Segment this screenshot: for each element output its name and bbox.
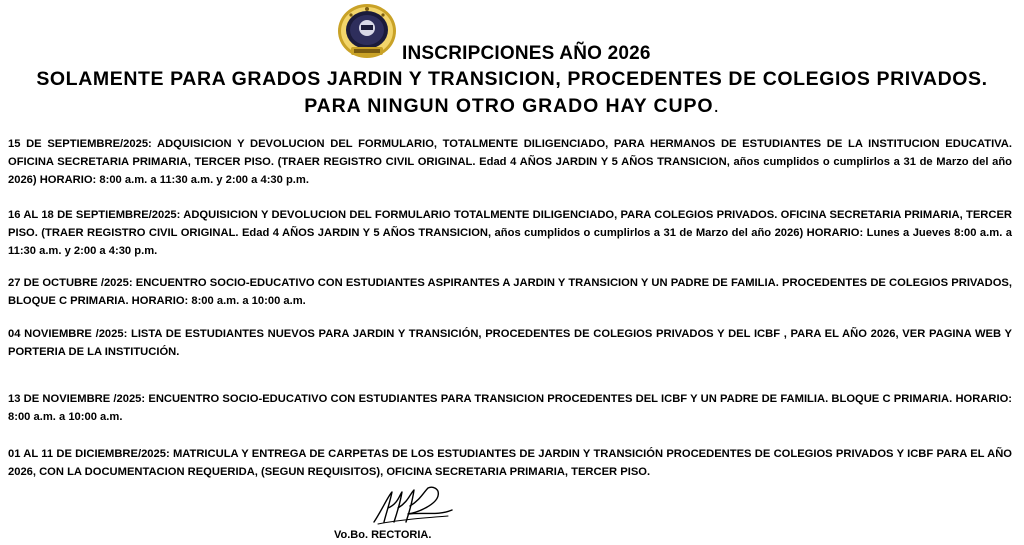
- schedule-item: 16 AL 18 DE SEPTIEMBRE/2025: ADQUISICION Y DEVOLUCION DEL FORMULARIO TOTALMENTE DILIGENCIADO, PARA COLEGIOS PRIVADOS. OFICINA SECRETARIA PRIMARIA, TERCER PISO. (TRAER REGISTRO CIVIL ORIGINAL. Edad 4 AÑOS JARDIN Y 5 AÑOS TRANSICION, años cumplidos o cumplirlos a 31 de Marzo del año 2026) HORARIO: Lunes a Jueves 8:00 a.m. a 11:30 a.m. y 2:00 a 4:30 p.m.: [8, 209, 1012, 257]
- schedule-item: 13 DE NOVIEMBRE /2025: ENCUENTRO SOCIO-EDUCATIVO CON ESTUDIANTES PARA TRANSICION PROCEDENTES DEL ICBF Y UN PADRE DE FAMILIA. BLOQUE C PRIMARIA. HORARIO: 8:00 a.m. a 10:00 a.m.: [8, 393, 1012, 423]
- schedule-item: 15 DE SEPTIEMBRE/2025: ADQUISICION Y DEVOLUCION DEL FORMULARIO, TOTALMENTE DILIGENCIADO, PARA HERMANOS DE ESTUDIANTES DE LA INSTITUCION EDUCATIVA. OFICINA SECRETARIA PRIMARIA, TERCER PISO. (TRAER REGISTRO CIVIL ORIGINAL. Edad 4 AÑOS JARDIN Y 5 AÑOS TRANSICION, años cumplidos o cumplirlos a 31 de Marzo del año 2026) HORARIO: 8:00 a.m. a 11:30 a.m. y 2:00 a 4:30 p.m.: [8, 138, 1012, 186]
- page-subtitle: SOLAMENTE PARA GRADOS JARDIN Y TRANSICION, PROCEDENTES DE COLEGIOS PRIVADOS.: [36, 68, 988, 90]
- approval-label: Vo.Bo. RECTORIA.: [334, 529, 432, 541]
- page-notice: [0, 95, 1024, 118]
- institution-crest-icon: [337, 3, 397, 59]
- schedule-item: 01 AL 11 DE DICIEMBRE/2025: MATRICULA Y ENTREGA DE CARPETAS DE LOS ESTUDIANTES DE JARDIN Y TRANSICIÓN PROCEDENTES DE COLEGIOS PRIVADOS Y ICBF PARA EL AÑO 2026, CON LA DOCUMENTACION REQUERIDA, (SEGUN REQUISITOS), OFICINA SECRETARIA PRIMARIA, TERCER PISO.: [8, 448, 1012, 478]
- schedule-list: [8, 135, 1012, 481]
- schedule-item: 04 NOVIEMBRE /2025: LISTA DE ESTUDIANTES NUEVOS PARA JARDIN Y TRANSICIÓN, PROCEDENTES DE COLEGIOS PRIVADOS Y DEL ICBF , PARA EL AÑO 2026, VER PAGINA WEB Y PORTERIA DE LA INSTITUCIÓN.: [8, 328, 1012, 358]
- page-title: INSCRIPCIONES AÑO 2026: [402, 43, 651, 64]
- notice-period: .: [713, 95, 720, 117]
- handwritten-signature-icon: [368, 482, 460, 528]
- notice-text: PARA NINGUN OTRO GRADO HAY CUPO: [304, 95, 714, 117]
- schedule-item: 27 DE OCTUBRE /2025: ENCUENTRO SOCIO-EDUCATIVO CON ESTUDIANTES ASPIRANTES A JARDIN Y TRANSICION Y UN PADRE DE FAMILIA. PROCEDENTES DE COLEGIOS PRIVADOS, BLOQUE C PRIMARIA. HORARIO: 8:00 a.m. a 10:00 a.m.: [8, 277, 1012, 307]
